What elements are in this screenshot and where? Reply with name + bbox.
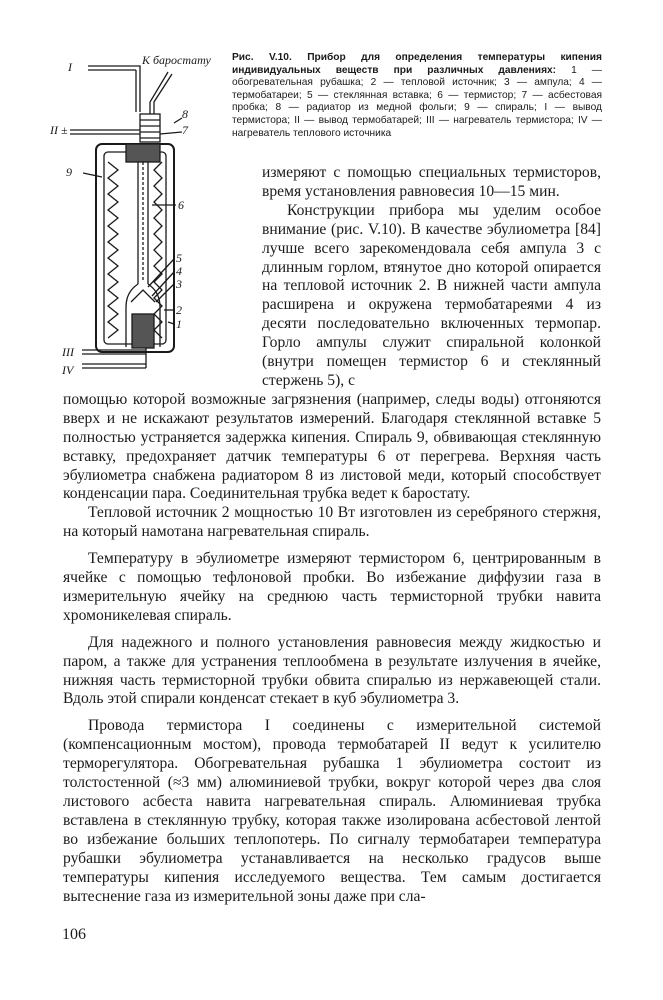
- page-number: 106: [62, 926, 86, 943]
- label-barostat: К баростату: [142, 53, 211, 67]
- label-3: 3: [176, 277, 182, 291]
- paragraph-3: Тепловой источник 2 мощностью 10 Вт изготовлен из серебряного стержня, на который намотана нагревательная спираль.: [63, 504, 601, 541]
- label-9: 9: [66, 165, 72, 179]
- label-III: III: [62, 345, 74, 359]
- paragraph-4: Температуру в эбулиометре измеряют термистором 6, центрированным в ячейке с помощью тефлоновой пробки. Во избежание диффузии газа в измерительную ячейку на среднюю часть термисторной трубки навита хромоникелевая спираль.: [63, 550, 601, 624]
- label-I: I: [68, 60, 72, 74]
- paragraph-5: Для надежного и полного установления равновесия между жидкостью и паром, а также для устранения теплообмена в результате излучения в ячейке, нижняя часть термисторной трубки обвита спиралью из нержавеющей стали. Вдоль этой спирали конденсат стекает в куб эбулиометра 3.: [63, 633, 601, 708]
- label-8: 8: [182, 107, 188, 121]
- label-7: 7: [182, 123, 188, 137]
- paragraph-2-continued: помощью которой возможные загрязнения (например, следы воды) отгоняются вверх и не искажают результатов измерений. Благодаря стеклянной вставке 5 полностью устраняется задержка кипения. Спираль 9, обвивающая стеклянную вставку, предохраняет датчик температуры 6 от перегрева. Верхняя часть эбулиометра снабжена радиатором 8 из листовой меди, который способствует конденсации пара. Соединительная трубка ведет к баростату.: [63, 390, 601, 503]
- label-6: 6: [178, 198, 184, 212]
- label-2: 2: [176, 303, 182, 317]
- paragraph-6: Провода термистора I соединены с измерительной системой (компенсационным мостом), провода термобатарей II ведут к усилителю терморегулятора. Обогревательная рубашка 1 эбулиометра состоит из толстостенной (≈3 мм) алюминиевой трубки, вокруг которой через два слоя листового асбеста навита нагревательная спираль. Алюминиевая трубка вставлена в стеклянную трубку, которая также изолирована асбестовой лентой во избежание больших теплопотерь. По сигналу термобатареи температура рубашки эбулиометра устанавливается на несколько градусов выше температуры кипения исследуемого вещества. Тем самым достигается вытеснение газа из измерительной зоны даже при сла-: [63, 717, 601, 905]
- figure-caption: [232, 52, 602, 140]
- paragraph-1: измеряют с помощью специальных термисторов, время установления равновесия 10—15 мин.: [262, 164, 601, 200]
- label-4: 4: [176, 264, 182, 278]
- label-II: II ±: [50, 123, 68, 137]
- caption-legend: 1 — обогревательная рубашка; 2 — тепловой источник; 3 — ампула; 4 — термобатареи; 5 — стеклянная вставка; 6 — термистор; 7 — асбестовая пробка; 8 — радиатор из медной фольги; 9 — спираль; I — вывод термистора; II — вывод термобатарей; III — нагреватель термистора; IV — нагреватель теплового источника: [232, 64, 602, 139]
- paragraph-2: Конструкции прибора мы уделим особое внимание (рис. V.10). В качестве эбулиометра [84] лучше всего зарекомендовала себя ампула 3 с длинным горлом, втянутое дно которой опирается на тепловой источник 2. В нижней части ампула расширена и окружена термобатареями 4 из десяти последовательно включенных термопар. Горло ампулы служит спиральной колонкой (внутри помещен термистор 6 и стеклянный стержень 5), с: [262, 201, 601, 389]
- label-IV: IV: [62, 363, 74, 377]
- label-5: 5: [176, 251, 182, 265]
- main-text: [63, 164, 601, 906]
- label-1: 1: [176, 317, 182, 331]
- caption-lead: Рис. V.10. Прибор для определения температуры кипения индивидуальных веществ при различных давлениях:: [232, 52, 602, 76]
